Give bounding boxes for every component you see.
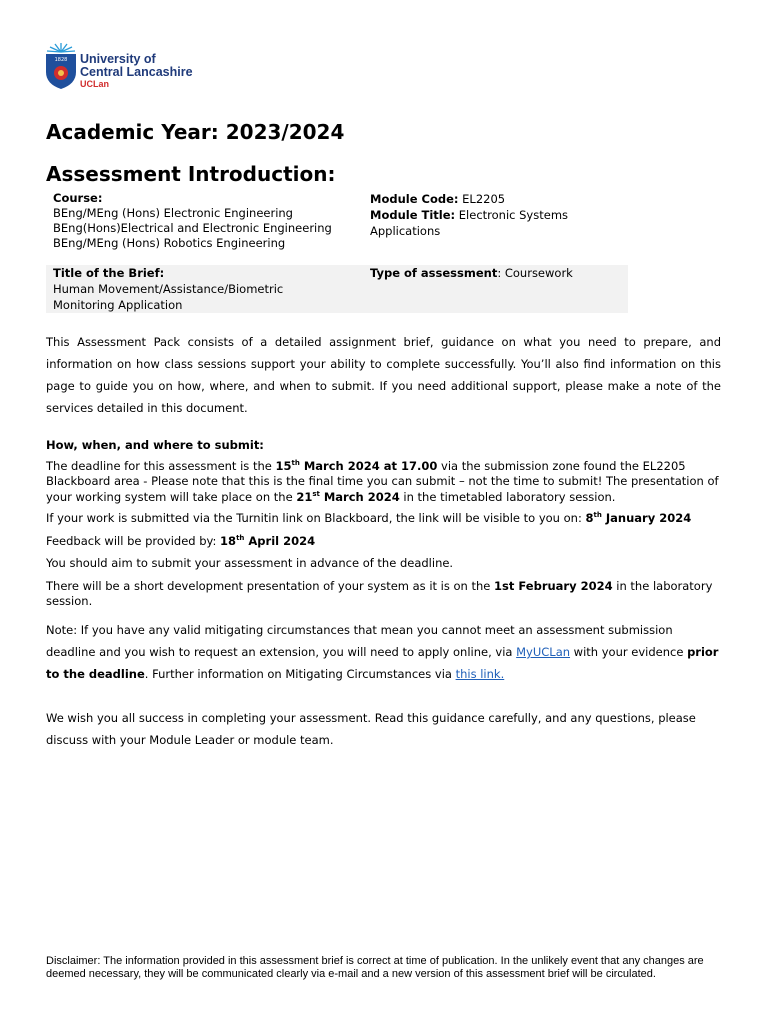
intro-paragraph: This Assessment Pack consists of a detailed assignment brief, guidance on what you need to prepare, and information on how class sessions support your ability to complete successfully. You’ll also find information on this page to guide you on how, where, and when to submit. If you need additional support, please make a note of the services detailed in this document. [46, 335, 721, 415]
mitigating-circumstances-link[interactable]: this link. [455, 667, 505, 681]
dev-text: There will be a short development presentation of your system as it is on the [46, 578, 495, 593]
type-cell [370, 266, 620, 281]
turnitin-sup: th [593, 511, 602, 520]
university-crest-icon [44, 42, 78, 90]
module-code-value: EL2205 [458, 192, 506, 206]
type-label: Type of assessment [370, 266, 498, 280]
deadline-day: 15 [275, 458, 292, 473]
feedback-rest: April 2024 [244, 533, 316, 548]
course-item: BEng/MEng (Hons) Electronic Engineering [53, 206, 293, 220]
svg-text:1828: 1828 [54, 57, 68, 63]
deadline-sup: th [291, 458, 300, 467]
university-logo [44, 42, 204, 92]
module-title-line [370, 207, 620, 239]
dev-post: in the laboratory session. [46, 578, 713, 608]
course-cell [53, 191, 363, 251]
brief-title: Human Movement/Assistance/Biometric Monitoring Application [53, 282, 284, 312]
myuclan-link[interactable]: MyUCLan [516, 645, 571, 659]
logo-line-1: University of [80, 52, 156, 66]
academic-year-heading: Academic Year: 2023/2024 [46, 120, 345, 144]
dev-presentation-line [46, 579, 721, 610]
turnitin-rest: January 2024 [601, 511, 692, 525]
feedback-day: 18 [220, 533, 237, 548]
course-label: Course: [53, 191, 103, 205]
disclaimer: Disclaimer: The information provided in this assessment brief is correct at time of publication. In the unlikely event that any changes are deemed necessary, they will be communicated clearly via e-mail and a new version of this assessment brief will be circulated. [46, 955, 704, 980]
mitigating-note [46, 619, 721, 685]
turnitin-line [46, 511, 721, 527]
logo-wordmark [80, 53, 193, 90]
dev-date: 1st February 2024 [494, 578, 613, 593]
module-title-label: Module Title: [370, 208, 456, 222]
assessment-intro-heading: Assessment Introduction: [46, 162, 336, 186]
module-code-line [370, 191, 620, 207]
feedback-text: Feedback will be provided by: [46, 533, 221, 548]
note-text-2: with your evidence [570, 645, 688, 659]
presentation-date [296, 490, 399, 504]
presentation-sup: st [312, 489, 320, 498]
deadline-text: The deadline for this assessment is the [46, 458, 276, 473]
deadline-post: via the submission zone found the EL2205 Blackboard area - Please note that this is the final time you can submit – not the time to submit! The presentation of your working system will take place on the [46, 458, 719, 504]
course-item: BEng/MEng (Hons) Robotics Engineering [53, 236, 286, 250]
turnitin-text: If your work is submitted via the Turnitin link on Blackboard, the link will be visible to you on: [46, 511, 586, 525]
feedback-line [46, 534, 721, 550]
submission-section [46, 438, 721, 610]
presentation-day: 21 [296, 489, 313, 504]
note-bold: prior to the deadline [46, 645, 719, 681]
course-module-block [46, 191, 628, 253]
brief-label: Title of the Brief: [53, 266, 165, 280]
note-text: Note: If you have any valid mitigating circumstances that mean you cannot meet an assessment submission deadline and you wish to request an extension, you will need to apply online, via [46, 623, 673, 659]
closing-paragraph: We wish you all success in completing your assessment. Read this guidance carefully, and any questions, please discuss with your Module Leader or module team. [46, 711, 696, 747]
feedback-date [220, 534, 315, 548]
note-text-3: . Further information on Mitigating Circumstances via [144, 667, 456, 681]
deadline-date [275, 459, 437, 473]
type-value: : Coursework [497, 266, 573, 280]
deadline-rest: March 2024 at 17.00 [299, 458, 438, 473]
logo-line-3: UCLan [80, 79, 109, 89]
module-title-value: Electronic Systems Applications [370, 208, 569, 238]
brief-cell [53, 266, 363, 313]
module-code-label: Module Code: [370, 192, 459, 206]
presentation-post: in the timetabled laboratory session. [399, 489, 616, 504]
aim-line: You should aim to submit your assessment in advance of the deadline. [46, 556, 454, 570]
feedback-sup: th [236, 533, 245, 542]
submission-heading: How, when, and where to submit: [46, 438, 264, 452]
course-item: BEng(Hons)Electrical and Electronic Engineering [53, 221, 332, 235]
logo-line-2: Central Lancashire [80, 65, 193, 79]
brief-block [46, 265, 628, 313]
turnitin-day: 8 [585, 511, 594, 525]
turnitin-date [585, 511, 691, 525]
deadline-paragraph [46, 459, 721, 506]
module-cell [370, 191, 620, 239]
presentation-rest: March 2024 [319, 489, 400, 504]
